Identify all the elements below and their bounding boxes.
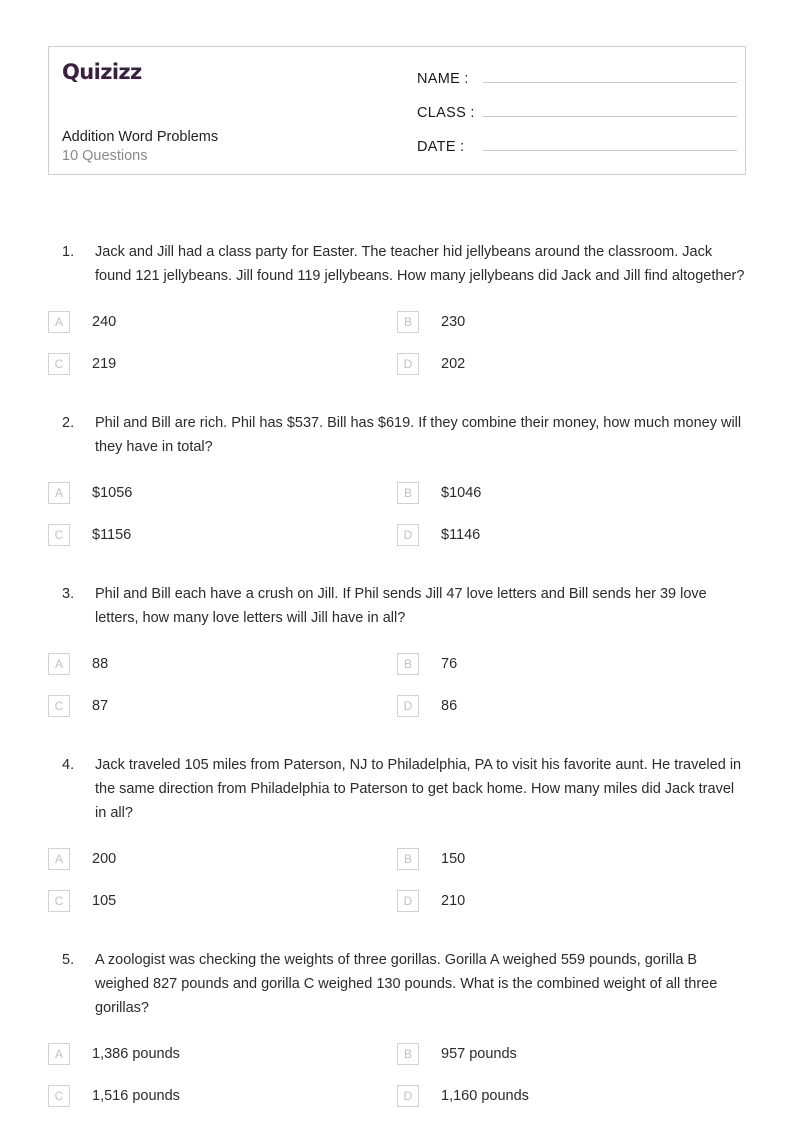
option-text-b: 230 — [441, 314, 466, 330]
option-text-d: $1146 — [441, 527, 481, 543]
header-branding — [62, 59, 392, 87]
option-d[interactable] — [397, 343, 746, 385]
option-b[interactable] — [397, 472, 746, 514]
option-c[interactable] — [48, 343, 397, 385]
question-count-label: 10 Questions — [62, 148, 148, 164]
class-field-row — [417, 99, 737, 133]
option-d[interactable] — [397, 880, 746, 922]
option-letter-c: C — [48, 695, 70, 717]
option-letter-d: D — [397, 1085, 419, 1107]
option-text-a: 240 — [92, 314, 117, 330]
question-text: Phil and Bill each have a crush on Jill. If Phil sends Jill 47 love letters and Bill sends her 39 love letters, how many love letters will Jill have in all? — [95, 586, 707, 626]
option-b[interactable] — [397, 643, 746, 685]
option-a[interactable] — [48, 301, 397, 343]
option-text-d: 202 — [441, 356, 466, 372]
option-text-c: 87 — [92, 698, 109, 714]
quizizz-logo-text: Quizizz — [62, 60, 142, 84]
question-number: 1. — [62, 244, 75, 260]
page-title: Addition Word Problems — [62, 129, 219, 145]
name-field-input[interactable] — [483, 65, 737, 83]
worksheet-header-card — [48, 46, 746, 175]
date-field-row — [417, 133, 737, 167]
option-text-d: 86 — [441, 698, 458, 714]
question-block — [0, 240, 794, 385]
option-letter-d: D — [397, 524, 419, 546]
question-number: 3. — [62, 586, 75, 602]
class-field-label: CLASS : — [417, 105, 475, 121]
question-text: Phil and Bill are rich. Phil has $537. Bill has $619. If they combine their money, how much money will they have in total? — [95, 415, 742, 455]
question-text: A zoologist was checking the weights of three gorillas. Gorilla A weighed 559 pounds, gorilla B weighed 827 pounds and gorilla C weighed 130 pounds. What is the combined weight of all three gorillas? — [95, 952, 718, 1016]
option-letter-a: A — [48, 1043, 70, 1065]
option-letter-b: B — [397, 848, 419, 870]
option-c[interactable] — [48, 685, 397, 727]
option-a[interactable] — [48, 1033, 397, 1075]
option-text-d: 1,160 pounds — [441, 1088, 529, 1104]
date-field-input[interactable] — [483, 133, 737, 151]
option-c[interactable] — [48, 514, 397, 556]
option-letter-b: B — [397, 1043, 419, 1065]
option-text-a: 88 — [92, 656, 109, 672]
question-row — [0, 411, 794, 459]
date-field-label: DATE : — [417, 139, 465, 155]
question-text: Jack traveled 105 miles from Paterson, NJ to Philadelphia, PA to visit his favorite aunt. He traveled in the same direction from Philadelphia to Paterson to get back home. How many miles did Jack travel in all? — [95, 757, 742, 821]
question-block — [0, 411, 794, 556]
questions-list — [0, 240, 794, 1143]
option-letter-c: C — [48, 1085, 70, 1107]
option-text-a: 1,386 pounds — [92, 1046, 180, 1062]
question-row — [0, 582, 794, 630]
option-letter-b: B — [397, 482, 419, 504]
option-text-c: $1156 — [92, 527, 132, 543]
option-letter-a: A — [48, 311, 70, 333]
option-letter-d: D — [397, 890, 419, 912]
option-letter-b: B — [397, 311, 419, 333]
option-d[interactable] — [397, 685, 746, 727]
quizizz-logo — [62, 59, 392, 85]
question-block — [0, 948, 794, 1117]
question-text: Jack and Jill had a class party for Easter. The teacher hid jellybeans around the classroom. Jack found 121 jellybeans. Jill found 119 jellybeans. How many jellybeans did Jack and Jill find altogether? — [95, 244, 745, 284]
option-text-c: 1,516 pounds — [92, 1088, 180, 1104]
option-letter-c: C — [48, 353, 70, 375]
question-block — [0, 582, 794, 727]
option-letter-a: A — [48, 482, 70, 504]
options-grid — [0, 472, 794, 556]
option-c[interactable] — [48, 1075, 397, 1117]
option-letter-a: A — [48, 653, 70, 675]
option-letter-d: D — [397, 353, 419, 375]
question-block — [0, 753, 794, 922]
option-b[interactable] — [397, 1033, 746, 1075]
options-grid — [0, 301, 794, 385]
option-text-b: 76 — [441, 656, 458, 672]
class-field-input[interactable] — [483, 99, 737, 117]
option-b[interactable] — [397, 838, 746, 880]
student-info-fields — [417, 65, 737, 167]
option-text-b: 957 pounds — [441, 1046, 517, 1062]
question-number: 2. — [62, 415, 75, 431]
option-d[interactable] — [397, 1075, 746, 1117]
question-row — [0, 240, 794, 288]
option-a[interactable] — [48, 838, 397, 880]
option-letter-c: C — [48, 524, 70, 546]
option-text-a: $1056 — [92, 485, 133, 501]
option-text-a: 200 — [92, 851, 117, 867]
option-letter-a: A — [48, 848, 70, 870]
option-letter-b: B — [397, 653, 419, 675]
option-b[interactable] — [397, 301, 746, 343]
question-number: 4. — [62, 757, 75, 773]
option-text-c: 219 — [92, 356, 117, 372]
option-text-b: $1046 — [441, 485, 482, 501]
option-text-d: 210 — [441, 893, 466, 909]
option-d[interactable] — [397, 514, 746, 556]
question-number: 5. — [62, 952, 75, 968]
options-grid — [0, 838, 794, 922]
option-c[interactable] — [48, 880, 397, 922]
options-grid — [0, 643, 794, 727]
option-letter-d: D — [397, 695, 419, 717]
option-a[interactable] — [48, 472, 397, 514]
option-text-c: 105 — [92, 893, 117, 909]
name-field-label: NAME : — [417, 71, 469, 87]
option-a[interactable] — [48, 643, 397, 685]
options-grid — [0, 1033, 794, 1117]
option-letter-c: C — [48, 890, 70, 912]
name-field-row — [417, 65, 737, 99]
question-row — [0, 753, 794, 825]
option-text-b: 150 — [441, 851, 466, 867]
question-row — [0, 948, 794, 1020]
